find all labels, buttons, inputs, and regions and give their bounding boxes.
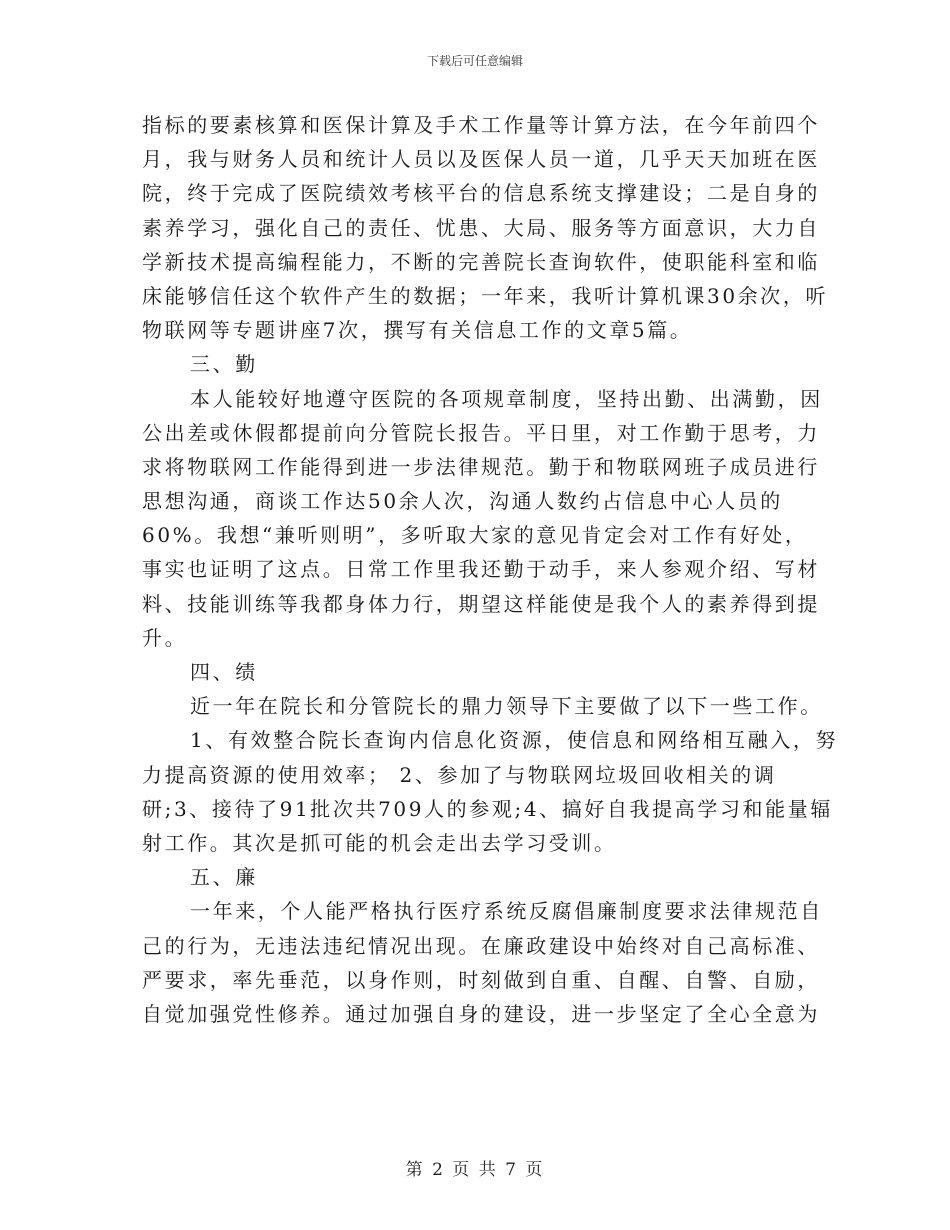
paragraph-line: 学新技术提高编程能力，不断的完善院长查询软件，使职能科室和临 xyxy=(142,249,820,274)
paragraph-line: 物联网等专题讲座7次，撰写有关信息工作的文章5篇。 xyxy=(142,318,693,343)
paragraph-line: 力提高资源的使用效率； 2、参加了与物联网垃圾回收相关的调 xyxy=(142,762,777,787)
paragraph-line: 研;3、接待了91批次共709人的参观;4、搞好自我提高学习和能量辐 xyxy=(142,796,833,821)
page-header-note: 下载后可任意编辑 xyxy=(426,54,523,68)
paragraph-line: 射工作。其次是抓可能的机会走出去学习受训。 xyxy=(142,830,617,855)
paragraph-line: 1、有效整合院长查询内信息化资源，使信息和网络相互融入，努 xyxy=(190,728,839,753)
paragraph-line: 严要求，率先垂范，以身作则，时刻做到自重、自醒、自警、自励， xyxy=(142,967,820,992)
paragraph-line: 一年来，个人能严格执行医疗系统反腐倡廉制度要求法律规范自 xyxy=(190,899,823,924)
page-number: 第 2 页 共 7 页 xyxy=(405,1160,545,1180)
paragraph-line: 料、技能训练等我都身体力行，期望这样能使是我个人的素养得到提 xyxy=(142,591,820,616)
paragraph-line: 事实也证明了这点。日常工作里我还勤于动手，来人参观介绍、写材 xyxy=(142,557,820,582)
paragraph-line: 本人能较好地遵守医院的各项规章制度，坚持出勤、出满勤，因 xyxy=(190,386,823,411)
paragraph-line: 思想沟通，商谈工作达50余人次，沟通人数约占信息中心人员的 xyxy=(142,489,783,514)
section-heading: 三、勤 xyxy=(190,352,258,377)
paragraph-line: 公出差或休假都提前向分管院长报告。平日里，对工作勤于思考，力 xyxy=(142,420,820,445)
paragraph-line: 素养学习，强化自己的责任、忧患、大局、服务等方面意识，大力自 xyxy=(142,215,820,240)
document-body xyxy=(142,108,839,1031)
section-heading: 五、廉 xyxy=(190,865,258,890)
paragraph-line: 月，我与财务人员和统计人员以及医保人员一道，几乎天天加班在医 xyxy=(142,147,820,172)
paragraph-line: 升。 xyxy=(142,625,188,650)
paragraph-line: 己的行为，无违法违纪情况出现。在廉政建设中始终对自己高标准、 xyxy=(142,933,820,958)
paragraph-line: 求将物联网工作能得到进一步法律规范。勤于和物联网班子成员进行 xyxy=(142,454,820,479)
paragraph-line: 院，终于完成了医院绩效考核平台的信息系统支撑建设；二是自身的 xyxy=(142,181,820,206)
paragraph-line: 指标的要素核算和医保计算及手术工作量等计算方法，在今年前四个 xyxy=(142,113,820,137)
section-heading: 四、绩 xyxy=(190,660,258,684)
paragraph-line: 床能够信任这个软件产生的数据；一年来，我听计算机课30余次，听 xyxy=(142,283,829,308)
paragraph-line: 近一年在院长和分管院长的鼎力领导下主要做了以下一些工作。 xyxy=(190,694,823,719)
paragraph-line: 自觉加强党性修养。通过加强自身的建设，进一步坚定了全心全意为 xyxy=(142,1001,820,1026)
paragraph-line: 60%。我想“兼听则明”，多听取大家的意见肯定会对工作有好处， xyxy=(142,523,808,548)
